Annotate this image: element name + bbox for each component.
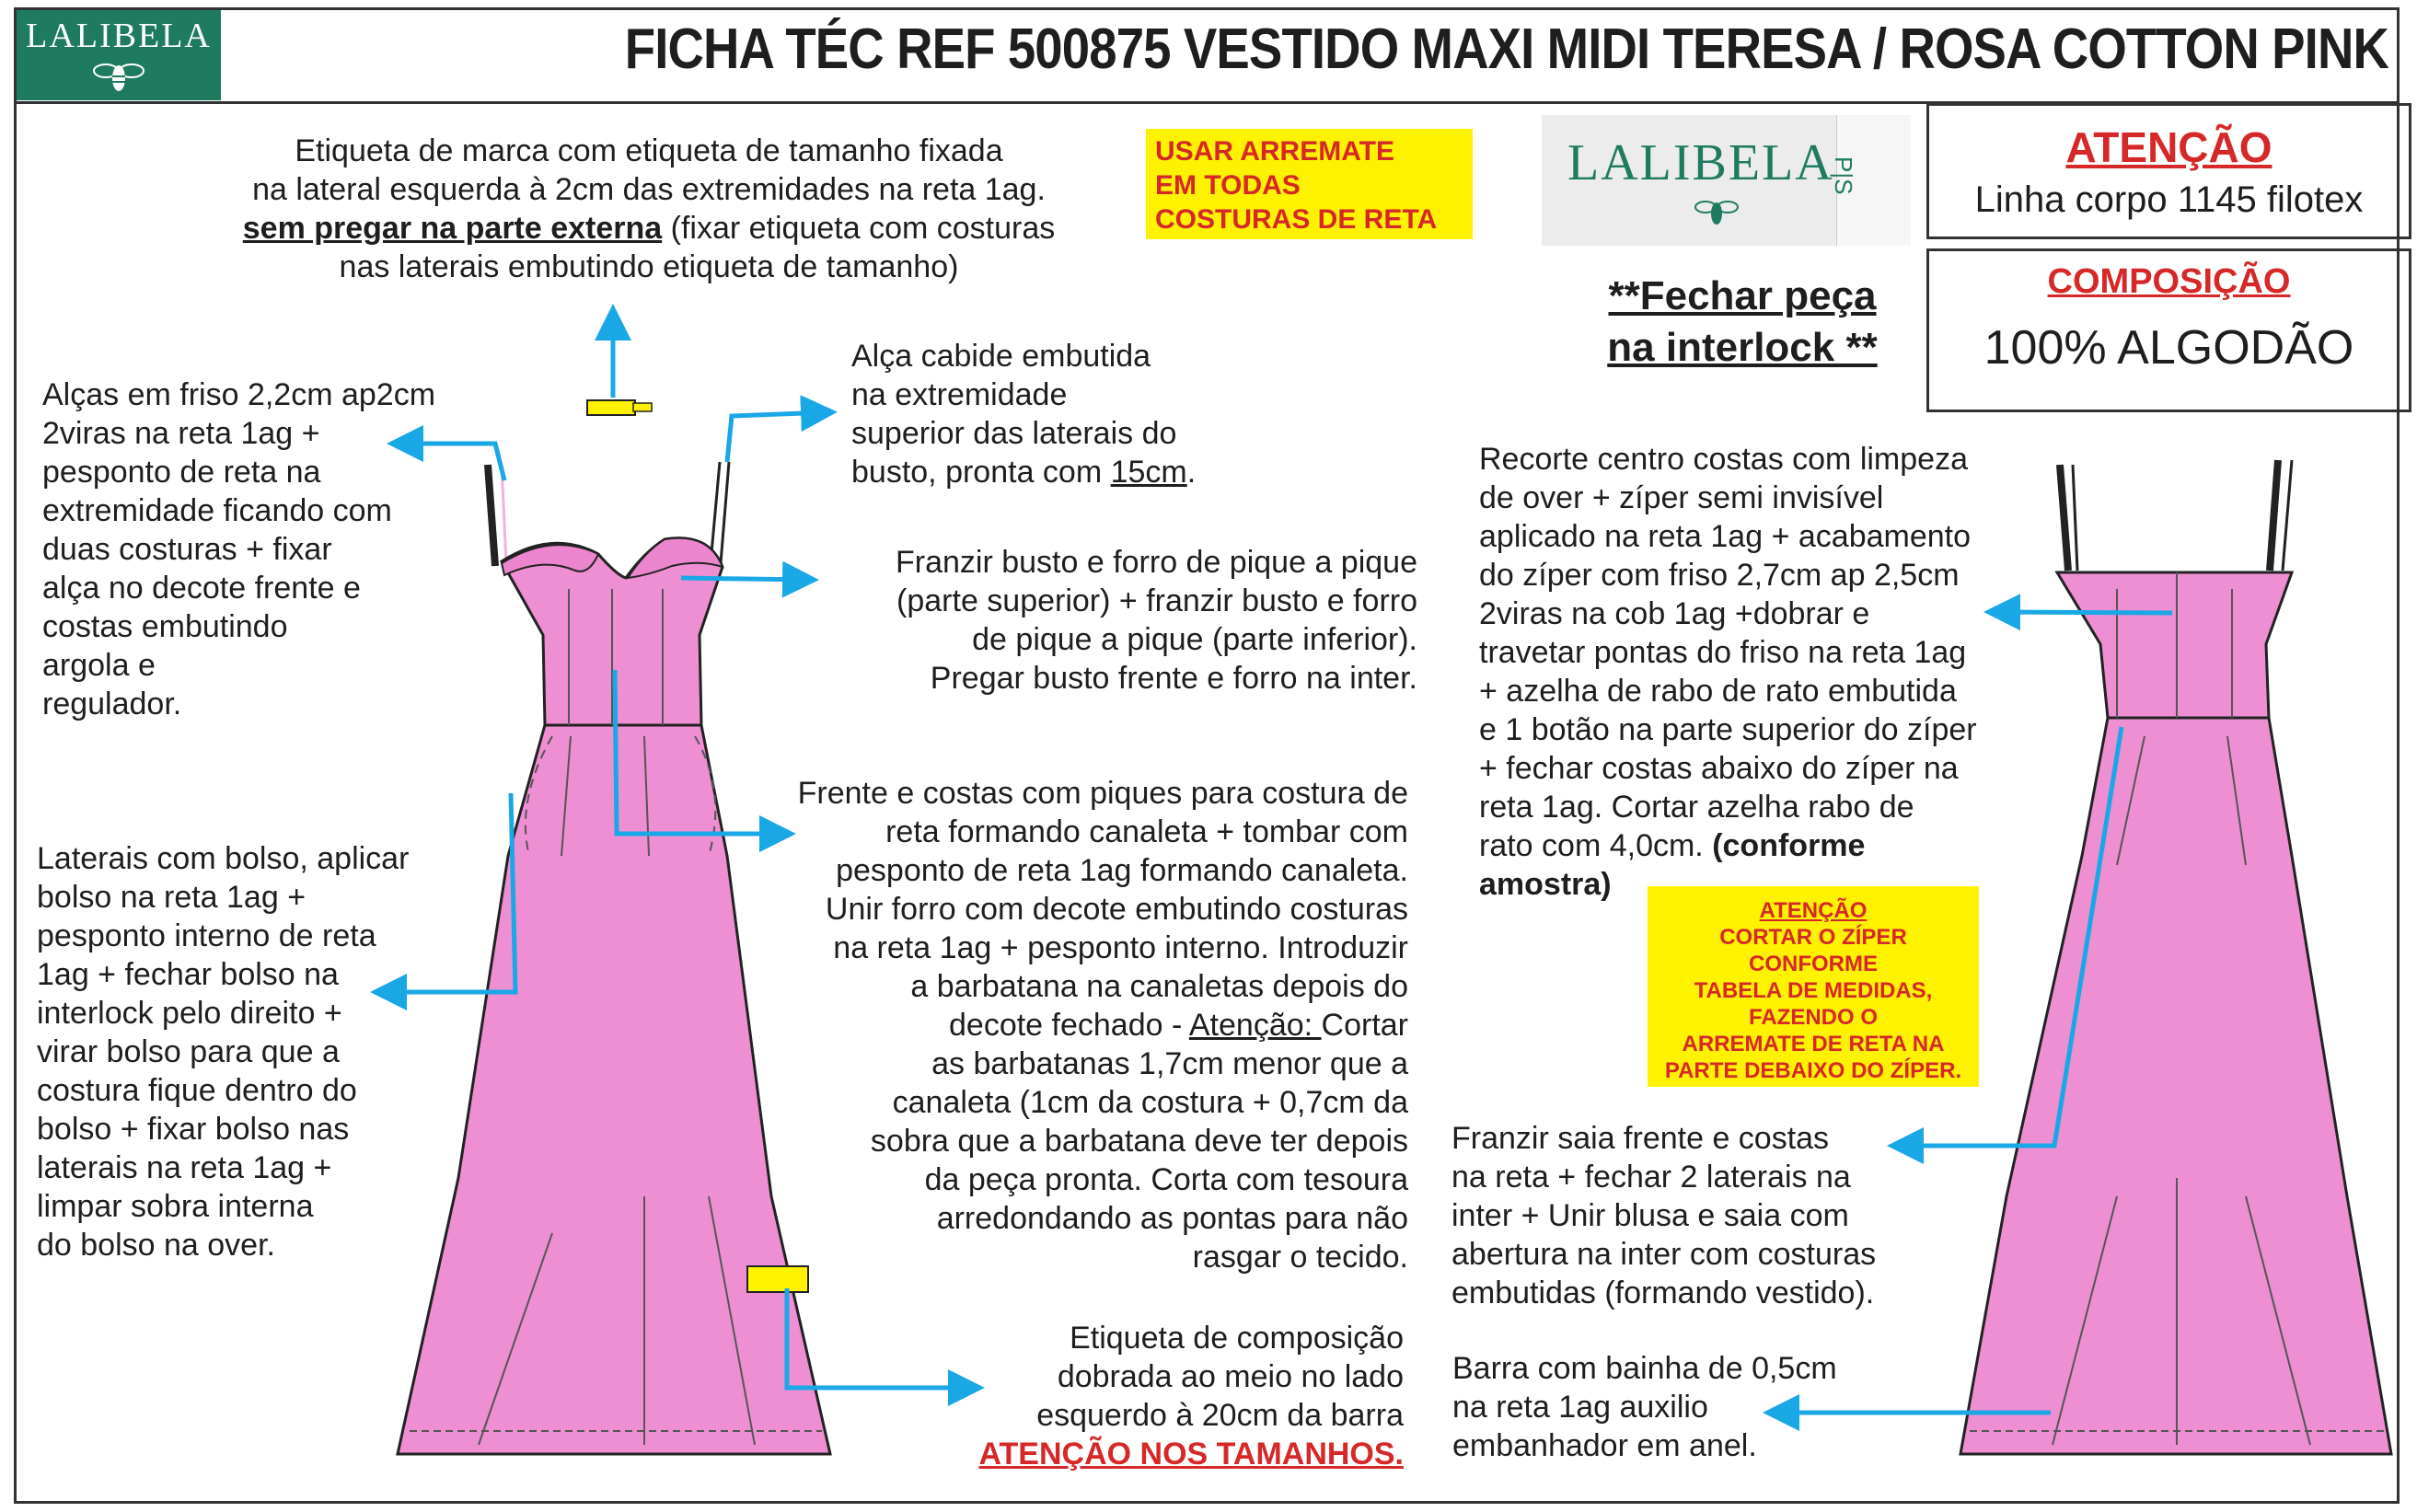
note-line: na reta + fechar 2 laterais na xyxy=(1451,1160,1851,1195)
composition-text: 100% ALGODÃO xyxy=(1983,321,2354,375)
warning-zipper xyxy=(1648,886,1979,1087)
note-line: sobra que a barbatana deve ter depois xyxy=(870,1124,1408,1159)
note-line: canaleta (1cm da costura + 0,7cm da xyxy=(892,1085,1408,1120)
note-text: (fixar etiqueta com costuras xyxy=(662,211,1056,246)
note-line: arredondando as pontas para não xyxy=(936,1201,1408,1236)
note-line: abertura na inter com costuras xyxy=(1451,1237,1877,1272)
warning-line: TABELA DE MEDIDAS, xyxy=(1694,978,1933,1003)
attention-title: ATENÇÃO xyxy=(2065,123,2272,171)
note-line: Recorte centro costas com limpeza xyxy=(1479,442,1968,477)
note-line: bolso na reta 1ag + xyxy=(37,880,306,915)
note-line: de pique a pique (parte inferior). xyxy=(972,622,1417,657)
note-text: rato com 4,0cm. xyxy=(1479,828,1713,863)
note-line: esquerdo à 20cm da barra xyxy=(1036,1398,1404,1433)
note-line: aplicado na reta 1ag + acabamento xyxy=(1479,519,1972,554)
note-warning-line: ATENÇÃO NOS TAMANHOS. xyxy=(978,1437,1404,1472)
note-side-pockets xyxy=(37,839,469,1264)
ps-tag xyxy=(1830,115,1911,246)
note-line: limpar sobra interna xyxy=(37,1189,314,1224)
note-line: alça no decote frente e xyxy=(42,571,361,606)
note-line: regulador. xyxy=(42,687,182,721)
front-right-strap xyxy=(711,462,720,563)
note-line: virar bolso para que a xyxy=(37,1034,340,1069)
composition-box xyxy=(1926,248,2411,412)
note-text: decote fechado - xyxy=(949,1008,1189,1043)
note-line: na reta 1ag + pesponto interno. Introduzir xyxy=(833,930,1408,965)
note-line: extremidade ficando com xyxy=(42,493,392,528)
note-gather-skirt xyxy=(1451,1119,1930,1312)
note-line: 2viras na reta 1ag + xyxy=(42,416,320,451)
brand-name: LALIBELA xyxy=(26,17,212,55)
note-line: embutidas (formando vestido). xyxy=(1451,1275,1875,1310)
note-line xyxy=(718,1006,1408,1045)
note-line: inter + Unir blusa e saia com xyxy=(1451,1198,1849,1233)
note-line: na reta 1ag auxilio xyxy=(1452,1390,1708,1425)
note-text: Cortar xyxy=(1321,1008,1408,1043)
note-line: a barbatana na canaletas depois do xyxy=(910,969,1408,1004)
note-line: Etiqueta de composição xyxy=(1070,1321,1404,1356)
note-line: pesponto interno de reta xyxy=(37,918,376,953)
note-line: e 1 botão na parte superior do zíper xyxy=(1479,712,1977,747)
brand-label-mark xyxy=(587,400,635,415)
brand-logo-secondary xyxy=(1542,115,1910,246)
note-emphasis: 15cm xyxy=(1110,455,1187,490)
note-emphasis: Atenção: xyxy=(1188,1008,1322,1043)
note-text: . xyxy=(1186,455,1197,490)
note-line: Unir forro com decote embutindo costuras xyxy=(825,892,1408,927)
note-line: costura fique dentro do xyxy=(37,1073,357,1108)
bee-icon xyxy=(1694,193,1740,230)
note-line: reta formando canaleta + tombar com xyxy=(885,814,1408,849)
ps-text: P|S xyxy=(1830,156,1857,195)
note-line: embanhador em anel. xyxy=(1452,1428,1757,1463)
warning-line: PARTE DEBAIXO DO ZÍPER. xyxy=(1664,1058,1962,1083)
note-line: Etiqueta de marca com etiqueta de tamanho fixada xyxy=(295,133,1003,168)
front-left-strap xyxy=(488,465,495,566)
note-line: Pregar busto frente e forro na inter. xyxy=(930,661,1417,696)
note-gather-bust xyxy=(810,543,1417,698)
note-emphasis: (conforme xyxy=(1712,828,1866,863)
note-line: + fechar costas abaixo do zíper na xyxy=(1479,751,1959,786)
page-title: FICHA TÉC REF 500875 VESTIDO MAXI MIDI TERESA / ROSA COTTON PINK xyxy=(624,17,2388,81)
note-hanger-loop xyxy=(851,337,1293,491)
brand-name: LALIBELA xyxy=(1567,134,1834,191)
warning-line: COSTURAS DE RETA xyxy=(1155,204,1438,235)
note-back-zipper xyxy=(1479,440,2050,904)
close-piece-line: na interlock ** xyxy=(1607,325,1878,370)
close-piece-note xyxy=(1581,271,1903,374)
note-line: (parte superior) + franzir busto e forro xyxy=(896,583,1417,618)
note-line: laterais na reta 1ag + xyxy=(37,1150,332,1185)
note-front-back-channels xyxy=(718,774,1408,1276)
warning-line: ATENÇÃO xyxy=(1759,898,1868,923)
warning-line: ARREMATE DE RETA NA xyxy=(1682,1032,1945,1056)
note-line: + azelha de rabo de rato embutida xyxy=(1479,674,1957,709)
note-line: Alça cabide embutida xyxy=(851,339,1151,374)
note-line: do zíper com friso 2,7cm ap 2,5cm xyxy=(1479,558,1960,593)
note-line: Barra com bainha de 0,5cm xyxy=(1452,1351,1837,1386)
note-line: rasgar o tecido. xyxy=(1192,1240,1408,1275)
note-line: argola e xyxy=(42,648,156,683)
note-line: Alças em friso 2,2cm ap2cm xyxy=(42,377,436,412)
note-line: superior das laterais do xyxy=(851,416,1177,451)
close-piece-line: **Fechar peça xyxy=(1608,273,1877,318)
warning-line: CONFORME xyxy=(1749,952,1878,976)
composition-title: COMPOSIÇÃO xyxy=(2047,262,2291,301)
note-line: da peça pronta. Corta com tesoura xyxy=(924,1162,1408,1197)
note-line: Franzir busto e forro de pique a pique xyxy=(895,545,1417,580)
warning-arremate xyxy=(1146,129,1473,239)
note-line: duas costuras + fixar xyxy=(42,532,332,567)
note-straps xyxy=(42,375,466,723)
note-hem xyxy=(1452,1349,1894,1465)
note-line: pesponto de reta na xyxy=(42,455,321,490)
note-emphasis: sem pregar na parte externa xyxy=(242,211,663,246)
note-line: as barbatanas 1,7cm menor que a xyxy=(931,1046,1408,1081)
note-line: travetar pontas do friso na reta 1ag xyxy=(1479,635,1967,670)
warning-line: FAZENDO O xyxy=(1748,1005,1878,1030)
note-line: 2viras na cob 1ag +dobrar e xyxy=(1479,596,1870,631)
back-bodice xyxy=(2057,572,2292,718)
note-line: pesponto de reta 1ag formando canaleta. xyxy=(836,853,1408,888)
attention-text: Linha corpo 1145 filotex xyxy=(1974,179,2364,220)
note-composition-label xyxy=(920,1319,1404,1473)
note-line: do bolso na over. xyxy=(37,1228,275,1263)
note-line xyxy=(1479,826,2050,865)
note-line: costas embutindo xyxy=(42,609,288,644)
note-line: de over + zíper semi invisível xyxy=(1479,480,1884,515)
note-line: na lateral esquerda à 2cm das extremidades na reta 1ag. xyxy=(252,172,1046,207)
back-right-strap xyxy=(2270,460,2278,571)
warning-line: USAR ARREMATE xyxy=(1155,136,1394,167)
note-line: 1ag + fechar bolso na xyxy=(37,957,339,992)
warning-line: EM TODAS xyxy=(1155,170,1301,201)
note-line: interlock pelo direito + xyxy=(37,996,342,1031)
note-line: reta 1ag. Cortar azelha rabo de xyxy=(1479,790,1914,825)
note-brand-label xyxy=(189,132,1109,286)
note-line: amostra) xyxy=(1479,867,1612,902)
note-line: dobrada ao meio no lado xyxy=(1057,1359,1404,1394)
note-text: busto, pronta com xyxy=(851,455,1111,490)
note-line: bolso + fixar bolso nas xyxy=(37,1112,350,1147)
attention-box xyxy=(1926,103,2411,239)
note-line: Frente e costas com piques para costura de xyxy=(797,776,1408,811)
note-line: Franzir saia frente e costas xyxy=(1451,1121,1830,1156)
note-line: nas laterais embutindo etiqueta de tamanho) xyxy=(339,249,959,284)
note-line xyxy=(851,453,1293,491)
note-line xyxy=(189,209,1109,248)
back-left-strap xyxy=(2060,465,2068,571)
note-line: Laterais com bolso, aplicar xyxy=(37,841,410,876)
warning-line: CORTAR O ZÍPER xyxy=(1719,925,1907,950)
note-line: na extremidade xyxy=(851,377,1068,412)
